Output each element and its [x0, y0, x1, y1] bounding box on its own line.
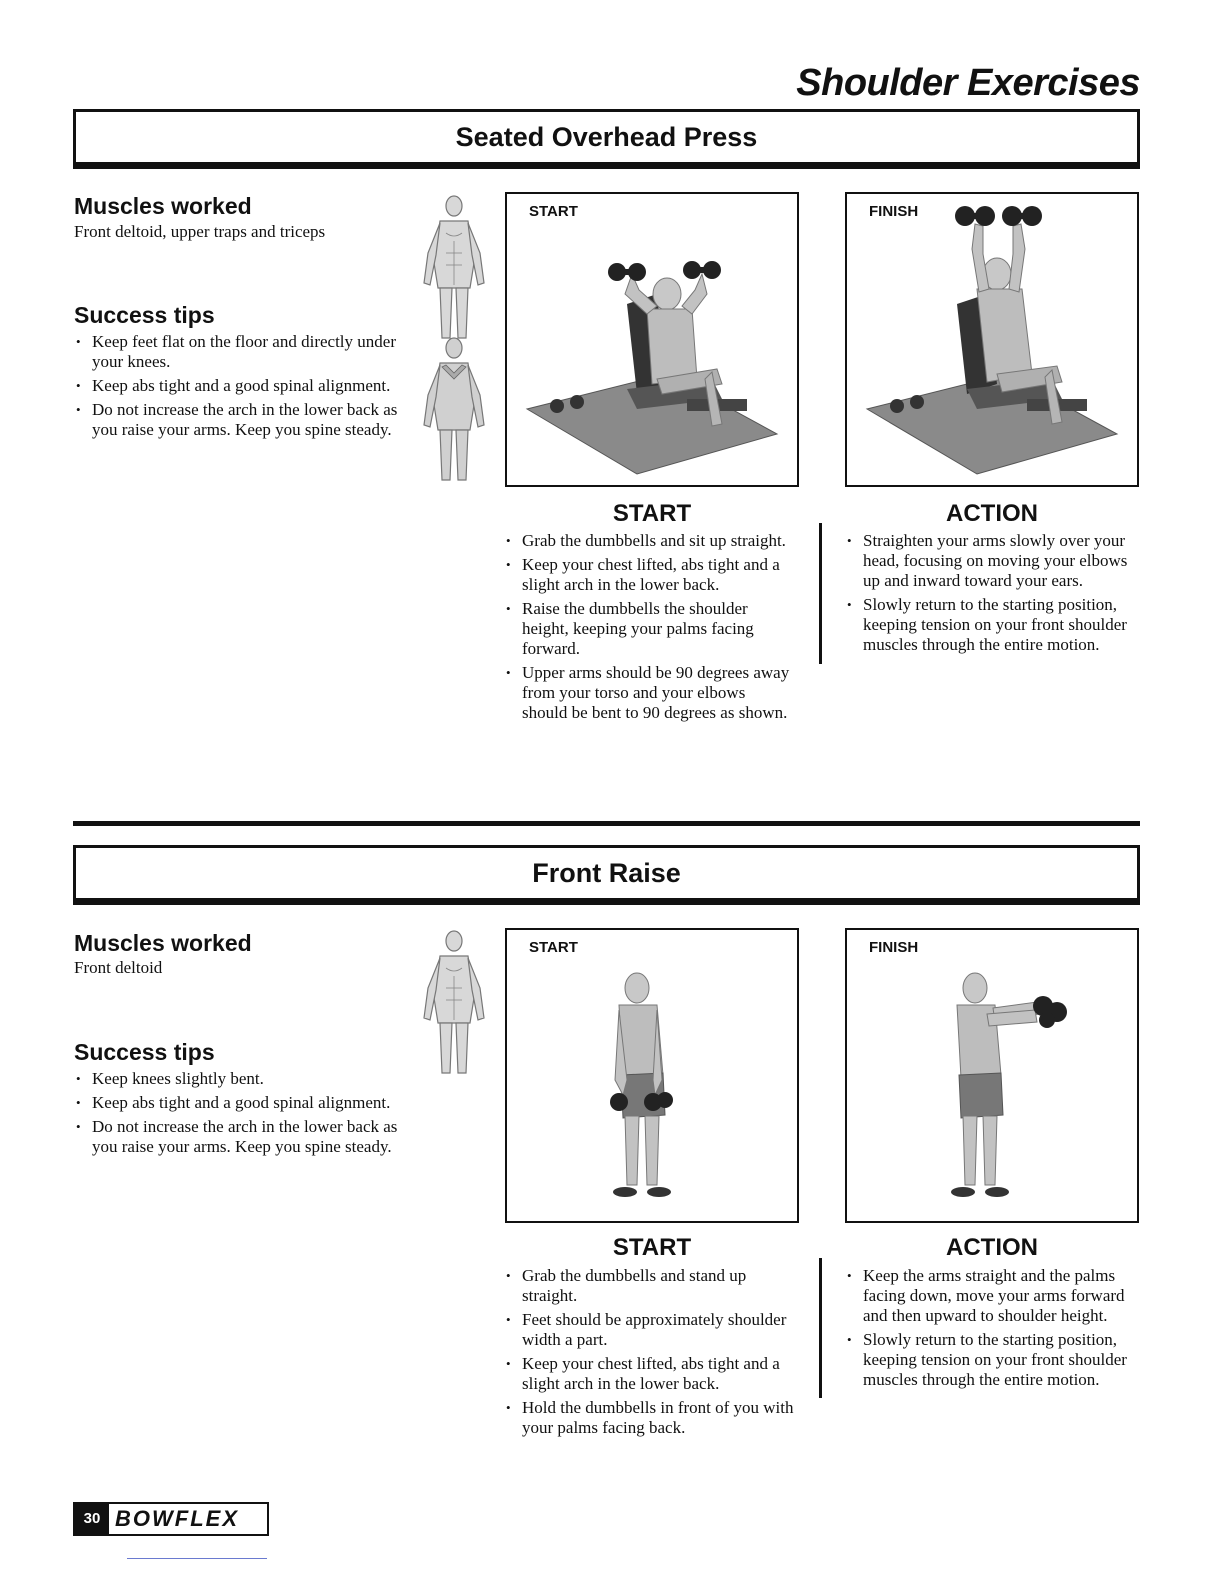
list-item: • Slowly return to the starting position, keeping tension on your front shoulder muscles through the entire motion.: [845, 1330, 1137, 1390]
list-item: • Raise the dumbbells the shoulder height, keeping your palms facing forward.: [504, 599, 794, 659]
seated-press-start-illustration: [507, 194, 797, 485]
section-header-seated-overhead-press: [73, 109, 1140, 169]
section-title: Front Raise: [532, 858, 681, 888]
front-raise-finish-illustration: [847, 930, 1137, 1221]
list-item: • Keep knees slightly bent.: [74, 1069, 410, 1089]
list-item: • Keep abs tight and a good spinal alignment.: [74, 1093, 410, 1113]
list-item: • Slowly return to the starting position, keeping tension on your front shoulder muscles through the entire motion.: [845, 595, 1135, 655]
finish-photo-label: FINISH: [869, 939, 919, 956]
finish-photo-seated-press: [845, 192, 1139, 487]
brand-logo-text: BOWFLEX: [115, 1506, 239, 1531]
page-number: 30: [75, 1504, 109, 1534]
success-tips-list: [74, 1069, 410, 1161]
start-steps-list: [504, 1266, 796, 1442]
start-photo-label: START: [529, 203, 578, 220]
finish-photo-label: FINISH: [869, 203, 919, 220]
list-item: • Keep your chest lifted, abs tight and a slight arch in the lower back.: [504, 1354, 796, 1394]
anatomy-back-figure: [418, 335, 490, 485]
anatomy-front-figure: [418, 928, 490, 1078]
list-item: • Straighten your arms slowly over your head, focusing on moving your elbows up and inward toward your ears.: [845, 531, 1135, 591]
footer-logo: [73, 1502, 269, 1536]
list-item: • Do not increase the arch in the lower back as you raise your arms. Keep you spine steady.: [74, 400, 410, 440]
action-steps-list: [845, 531, 1135, 659]
start-heading: START: [612, 500, 692, 527]
success-tips-list: [74, 332, 410, 444]
section-header-front-raise: [73, 845, 1140, 905]
list-item: • Grab the dumbbells and sit up straight.: [504, 531, 794, 551]
start-photo-seated-press: [505, 192, 799, 487]
footer-link-underline: [127, 1558, 267, 1559]
start-photo-front-raise: [505, 928, 799, 1223]
finish-photo-front-raise: [845, 928, 1139, 1223]
list-item: • Do not increase the arch in the lower back as you raise your arms. Keep you spine steady.: [74, 1117, 410, 1157]
success-tips-heading: Success tips: [74, 1039, 215, 1065]
section-title: Seated Overhead Press: [455, 122, 758, 152]
list-item: • Keep the arms straight and the palms facing down, move your arms forward and then upward to shoulder height.: [845, 1266, 1137, 1326]
muscles-worked-text: Front deltoid: [74, 958, 163, 977]
action-steps-list: [845, 1266, 1137, 1394]
column-divider: [819, 523, 822, 664]
anatomy-front-figure: [418, 193, 490, 343]
action-heading: ACTION: [946, 500, 1038, 527]
start-steps-list: [504, 531, 794, 727]
list-item: • Keep feet flat on the floor and directly under your knees.: [74, 332, 410, 372]
list-item: • Keep abs tight and a good spinal alignment.: [74, 376, 410, 396]
start-photo-label: START: [529, 939, 578, 956]
front-raise-start-illustration: [507, 930, 797, 1221]
list-item: • Keep your chest lifted, abs tight and a slight arch in the lower back.: [504, 555, 794, 595]
seated-press-finish-illustration: [847, 194, 1137, 485]
success-tips-heading: Success tips: [74, 302, 215, 328]
page-title: Shoulder Exercises: [796, 62, 1140, 104]
muscles-worked-text: Front deltoid, upper traps and triceps: [74, 222, 326, 241]
muscles-worked-heading: Muscles worked: [74, 193, 252, 219]
list-item: • Feet should be approximately shoulder width a part.: [504, 1310, 796, 1350]
muscles-worked-heading: Muscles worked: [74, 930, 252, 956]
column-divider: [819, 1258, 822, 1398]
list-item: • Hold the dumbbells in front of you with your palms facing back.: [504, 1398, 796, 1438]
start-heading: START: [612, 1234, 692, 1261]
section-divider: [73, 821, 1140, 826]
list-item: • Upper arms should be 90 degrees away from your torso and your elbows should be bent to 90 degrees as shown.: [504, 663, 794, 723]
list-item: • Grab the dumbbells and stand up straight.: [504, 1266, 796, 1306]
action-heading: ACTION: [946, 1234, 1038, 1261]
